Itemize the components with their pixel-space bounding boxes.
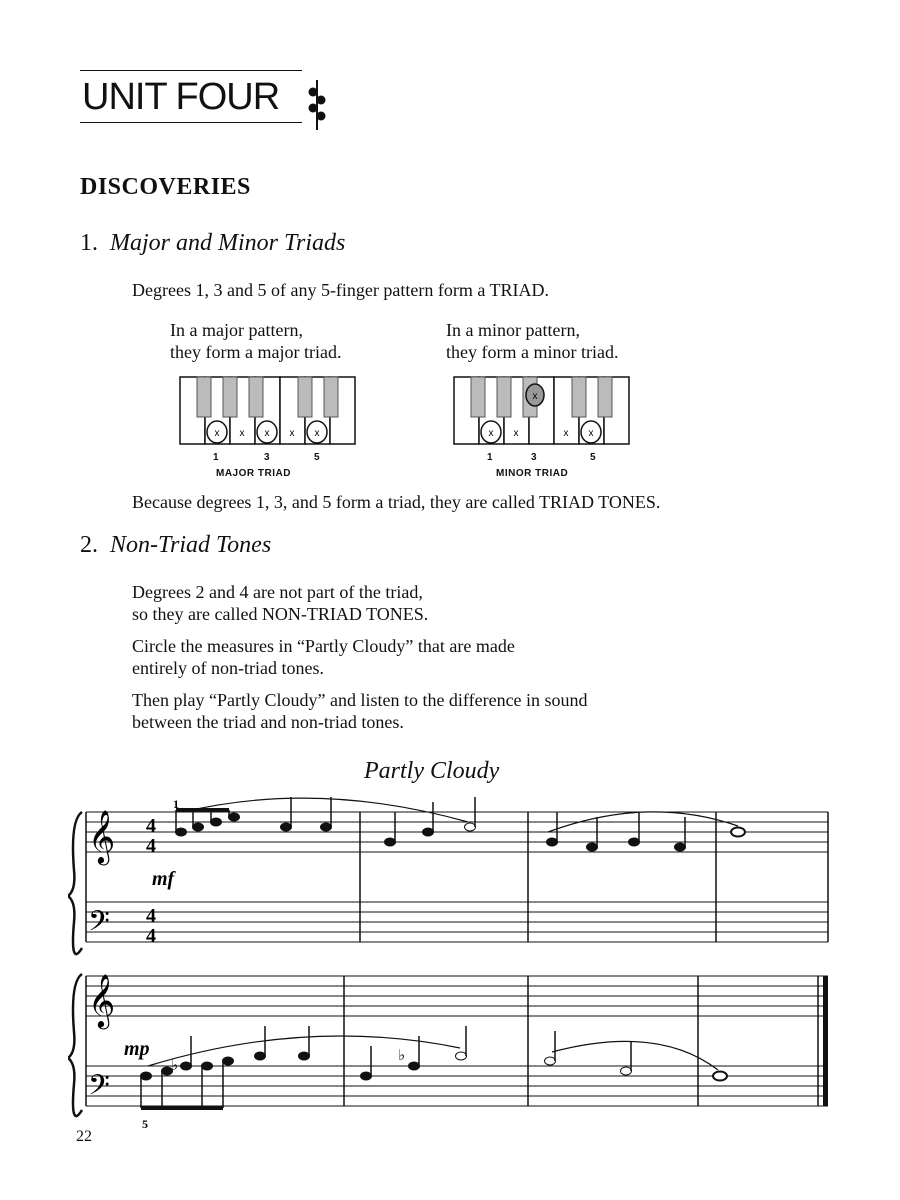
major-triad-keyboard	[178, 376, 364, 446]
music-system-1	[68, 790, 838, 960]
non-triad-para-3-line-2: between the triad and non-triad tones.	[132, 712, 404, 732]
triad-intro: Degrees 1, 3 and 5 of any 5-finger pattern form a TRIAD.	[132, 280, 550, 300]
minor-line-2: they form a minor triad.	[446, 342, 619, 362]
minor-triad-keyboard	[452, 376, 638, 446]
svg-text:x: x	[214, 428, 220, 439]
time-sig-bottom-bass: 4	[146, 925, 156, 947]
subsection-1-heading	[80, 230, 345, 257]
non-triad-para-2-line-1: Circle the measures in “Partly Cloudy” that are made	[132, 636, 515, 656]
bass-clef-icon-2: 𝄢	[88, 1069, 110, 1109]
non-triad-para-1-line-2: so they are called NON-TRIAD TONES.	[132, 604, 429, 624]
dynamic-mp: mp	[124, 1038, 150, 1060]
subsection-2-title: Non-Triad Tones	[110, 532, 272, 558]
unit-heading	[80, 70, 330, 126]
svg-text:x: x	[588, 428, 594, 439]
minor-finger-1: 1	[487, 452, 494, 463]
bass-clef-icon: 𝄢	[88, 905, 110, 945]
svg-text:♭: ♭	[171, 1056, 179, 1074]
subsection-2-heading	[80, 532, 271, 559]
fingering-5: 5	[142, 1117, 148, 1131]
minor-finger-5: 5	[590, 452, 597, 463]
fingering-1: 1	[173, 797, 179, 811]
section-title: DISCOVERIES	[80, 174, 251, 200]
treble-clef-icon-2: 𝄞	[88, 973, 116, 1027]
dynamic-mf: mf	[152, 868, 175, 890]
svg-text:x: x	[513, 428, 519, 439]
treble-clef-ornament-icon	[302, 78, 332, 134]
major-finger-5: 5	[314, 452, 321, 463]
time-sig-top-bass: 4	[146, 905, 156, 927]
piece-title: Partly Cloudy	[364, 758, 500, 784]
svg-text:x: x	[532, 391, 538, 402]
major-line-1: In a major pattern,	[170, 320, 303, 340]
major-triad-label: MAJOR TRIAD	[216, 468, 291, 479]
minor-finger-3: 3	[531, 452, 538, 463]
page-number: 22	[76, 1128, 92, 1145]
non-triad-para-1-line-1: Degrees 2 and 4 are not part of the triad,	[132, 582, 423, 602]
svg-text:x: x	[239, 428, 245, 439]
time-sig-bottom-treble: 4	[146, 835, 156, 857]
major-finger-3: 3	[264, 452, 271, 463]
svg-text:♭: ♭	[398, 1046, 406, 1064]
non-triad-para-2-line-2: entirely of non-triad tones.	[132, 658, 324, 678]
unit-title: UNIT FOUR	[82, 76, 280, 118]
subsection-1-number: 1.	[80, 230, 98, 256]
major-line-2: they form a major triad.	[170, 342, 342, 362]
svg-text:x: x	[289, 428, 295, 439]
svg-text:x: x	[264, 428, 270, 439]
treble-clef-icon: 𝄞	[88, 809, 116, 863]
triad-tones-outro: Because degrees 1, 3, and 5 form a triad, they are called TRIAD TONES.	[132, 492, 661, 512]
major-finger-1: 1	[213, 452, 220, 463]
time-sig-top-treble: 4	[146, 815, 156, 837]
non-triad-para-3-line-1: Then play “Partly Cloudy” and listen to the difference in sound	[132, 690, 588, 710]
heading-rule-bottom	[80, 122, 302, 123]
svg-text:x: x	[563, 428, 569, 439]
svg-text:x: x	[488, 428, 494, 439]
svg-text:x: x	[314, 428, 320, 439]
subsection-2-number: 2.	[80, 532, 98, 558]
subsection-1-title: Major and Minor Triads	[110, 230, 346, 256]
music-system-2	[68, 962, 838, 1134]
heading-rule-top	[80, 70, 302, 71]
minor-triad-label: MINOR TRIAD	[496, 468, 569, 479]
minor-line-1: In a minor pattern,	[446, 320, 580, 340]
